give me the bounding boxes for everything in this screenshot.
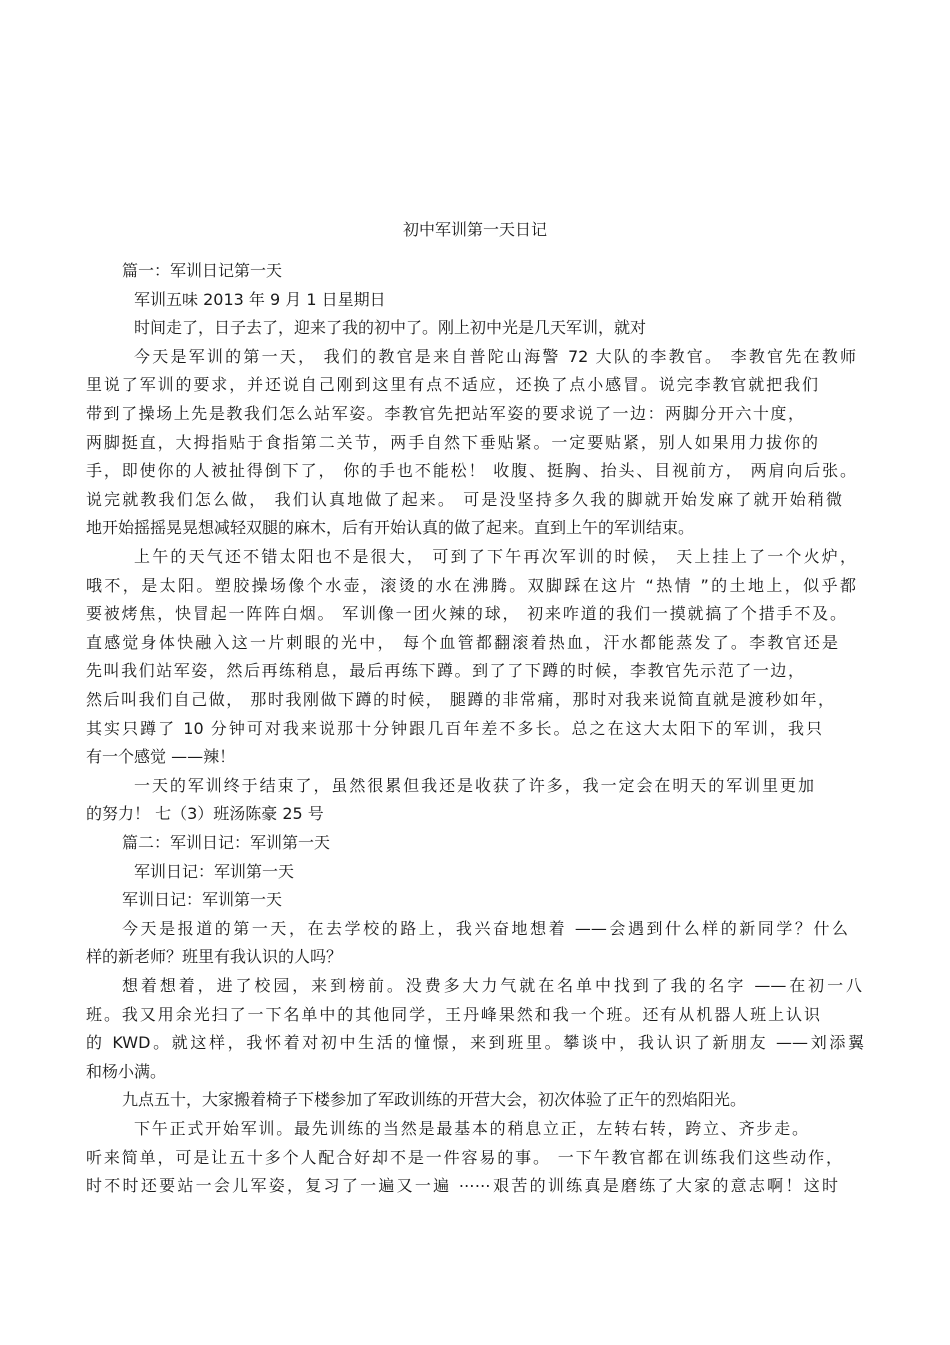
document-title: 初中军训第一天日记 <box>402 220 547 239</box>
text-line: 先叫我们站军姿，然后再练稍息，最后再练下蹲。到了了下蹲的时候，李教官先示范了一边， <box>86 661 804 680</box>
text-line: 今天是军训的第一天， 我们的教官是来自普陀山海警 72 大队的李教官。 李教官先在教师 <box>134 347 856 366</box>
text-line: 两脚挺直，大拇指贴于食指第二关节，两手自然下垂贴紧。一定要贴紧，别人如果用力拔你的 <box>86 433 818 452</box>
text-line: 哦不，是太阳。塑胶操场像个水壶，滚烫的水在沸腾。双脚踩在这片 “热情 ”的土地上，似乎都 <box>86 576 856 595</box>
text-line: 其实只蹲了 10 分钟可对我来说那十分钟跟几百年差不多长。总之在这大太阳下的军训，我只 <box>86 719 822 738</box>
text-line: 地开始摇摇晃晃想减轻双腿的麻木，后有开始认真的做了起来。直到上午的军训结束。 <box>86 518 695 537</box>
text-line: 听来简单，可是让五十多个人配合好却不是一件容易的事。 一下午教官都在训练我们这些动作， <box>86 1148 842 1167</box>
text-line: 篇一：军训日记第一天 <box>122 261 283 280</box>
text-line: 班。我又用余光扫了一下名单中的其他同学，王丹峰果然和我一个班。还有从机器人班上认识 <box>86 1005 820 1024</box>
text-line: 的 KWD。就这样，我怀着对初中生活的憧憬，来到班里。攀谈中，我认识了新朋友 ——刘添翼 <box>86 1033 864 1052</box>
text-line: 时不时还要站一会儿军姿，复习了一遍又一遍 ⋯⋯艰苦的训练真是磨练了大家的意志啊！这时 <box>86 1176 838 1195</box>
text-line: 带到了操场上先是教我们怎么站军姿。李教官先把站军姿的要求说了一边：两脚分开六十度， <box>86 404 804 423</box>
text-line: 军训日记：军训第一天 <box>134 862 295 881</box>
text-line: 军训日记：军训第一天 <box>122 890 283 909</box>
text-line: 想着想着，进了校园，来到榜前。没费多大力气就在名单中找到了我的名字 ——在初一八 <box>122 976 862 995</box>
text-line: 的努力！ 七（3）班汤陈豪 25 号 <box>86 804 324 823</box>
text-line: 手，即使你的人被扯得倒下了， 你的手也不能松！ 收腹、挺胸、抬头、目视前方， 两肩向后张。 <box>86 461 856 480</box>
text-line: 时间走了，日子去了，迎来了我的初中了。刚上初中光是几天军训，就对 <box>134 318 647 337</box>
text-line: 下午正式开始军训。最先训练的当然是最基本的稍息立正，左转右转，跨立、齐步走。 <box>134 1119 808 1138</box>
text-line: 里说了军训的要求，并还说自己刚到这里有点不适应，还换了点小感冒。说完李教官就把我们 <box>86 375 818 394</box>
text-line: 有一个感觉 ——辣！ <box>86 747 236 766</box>
text-line: 篇二：军训日记：军训第一天 <box>122 833 331 852</box>
text-line: 说完就教我们怎么做， 我们认真地做了起来。 可是没坚持多久我的脚就开始发麻了就开始稍微 <box>86 490 842 509</box>
text-line: 九点五十，大家搬着椅子下楼参加了军政训练的开营大会，初次体验了正午的烈焰阳光。 <box>122 1090 747 1109</box>
text-line: 样的新老师？班里有我认识的人吗？ <box>86 947 343 966</box>
text-line: 要被烤焦，快冒起一阵阵白烟。 军训像一团火辣的球， 初来咋道的我们一摸就搞了个措手不及。 <box>86 604 846 623</box>
text-line: 直感觉身体快融入这一片刺眼的光中， 每个血管都翻滚着热血，汗水都能蒸发了。李教官还是 <box>86 633 838 652</box>
text-line: 和杨小满。 <box>86 1062 167 1081</box>
text-line: 然后叫我们自己做， 那时我刚做下蹲的时候， 腿蹲的非常痛，那时对我来说简直就是渡秒如年， <box>86 690 834 709</box>
text-line: 上午的天气还不错太阳也不是很大， 可到了下午再次军训的时候， 天上挂上了一个火炉， <box>134 547 856 566</box>
text-line: 今天是报道的第一天，在去学校的路上，我兴奋地想着 ——会遇到什么样的新同学？什么 <box>122 919 848 938</box>
text-line: 一天的军训终于结束了，虽然很累但我还是收获了许多，我一定会在明天的军训里更加 <box>134 776 814 795</box>
text-line: 军训五味 2013 年 9 月 1 日星期日 <box>134 290 386 309</box>
